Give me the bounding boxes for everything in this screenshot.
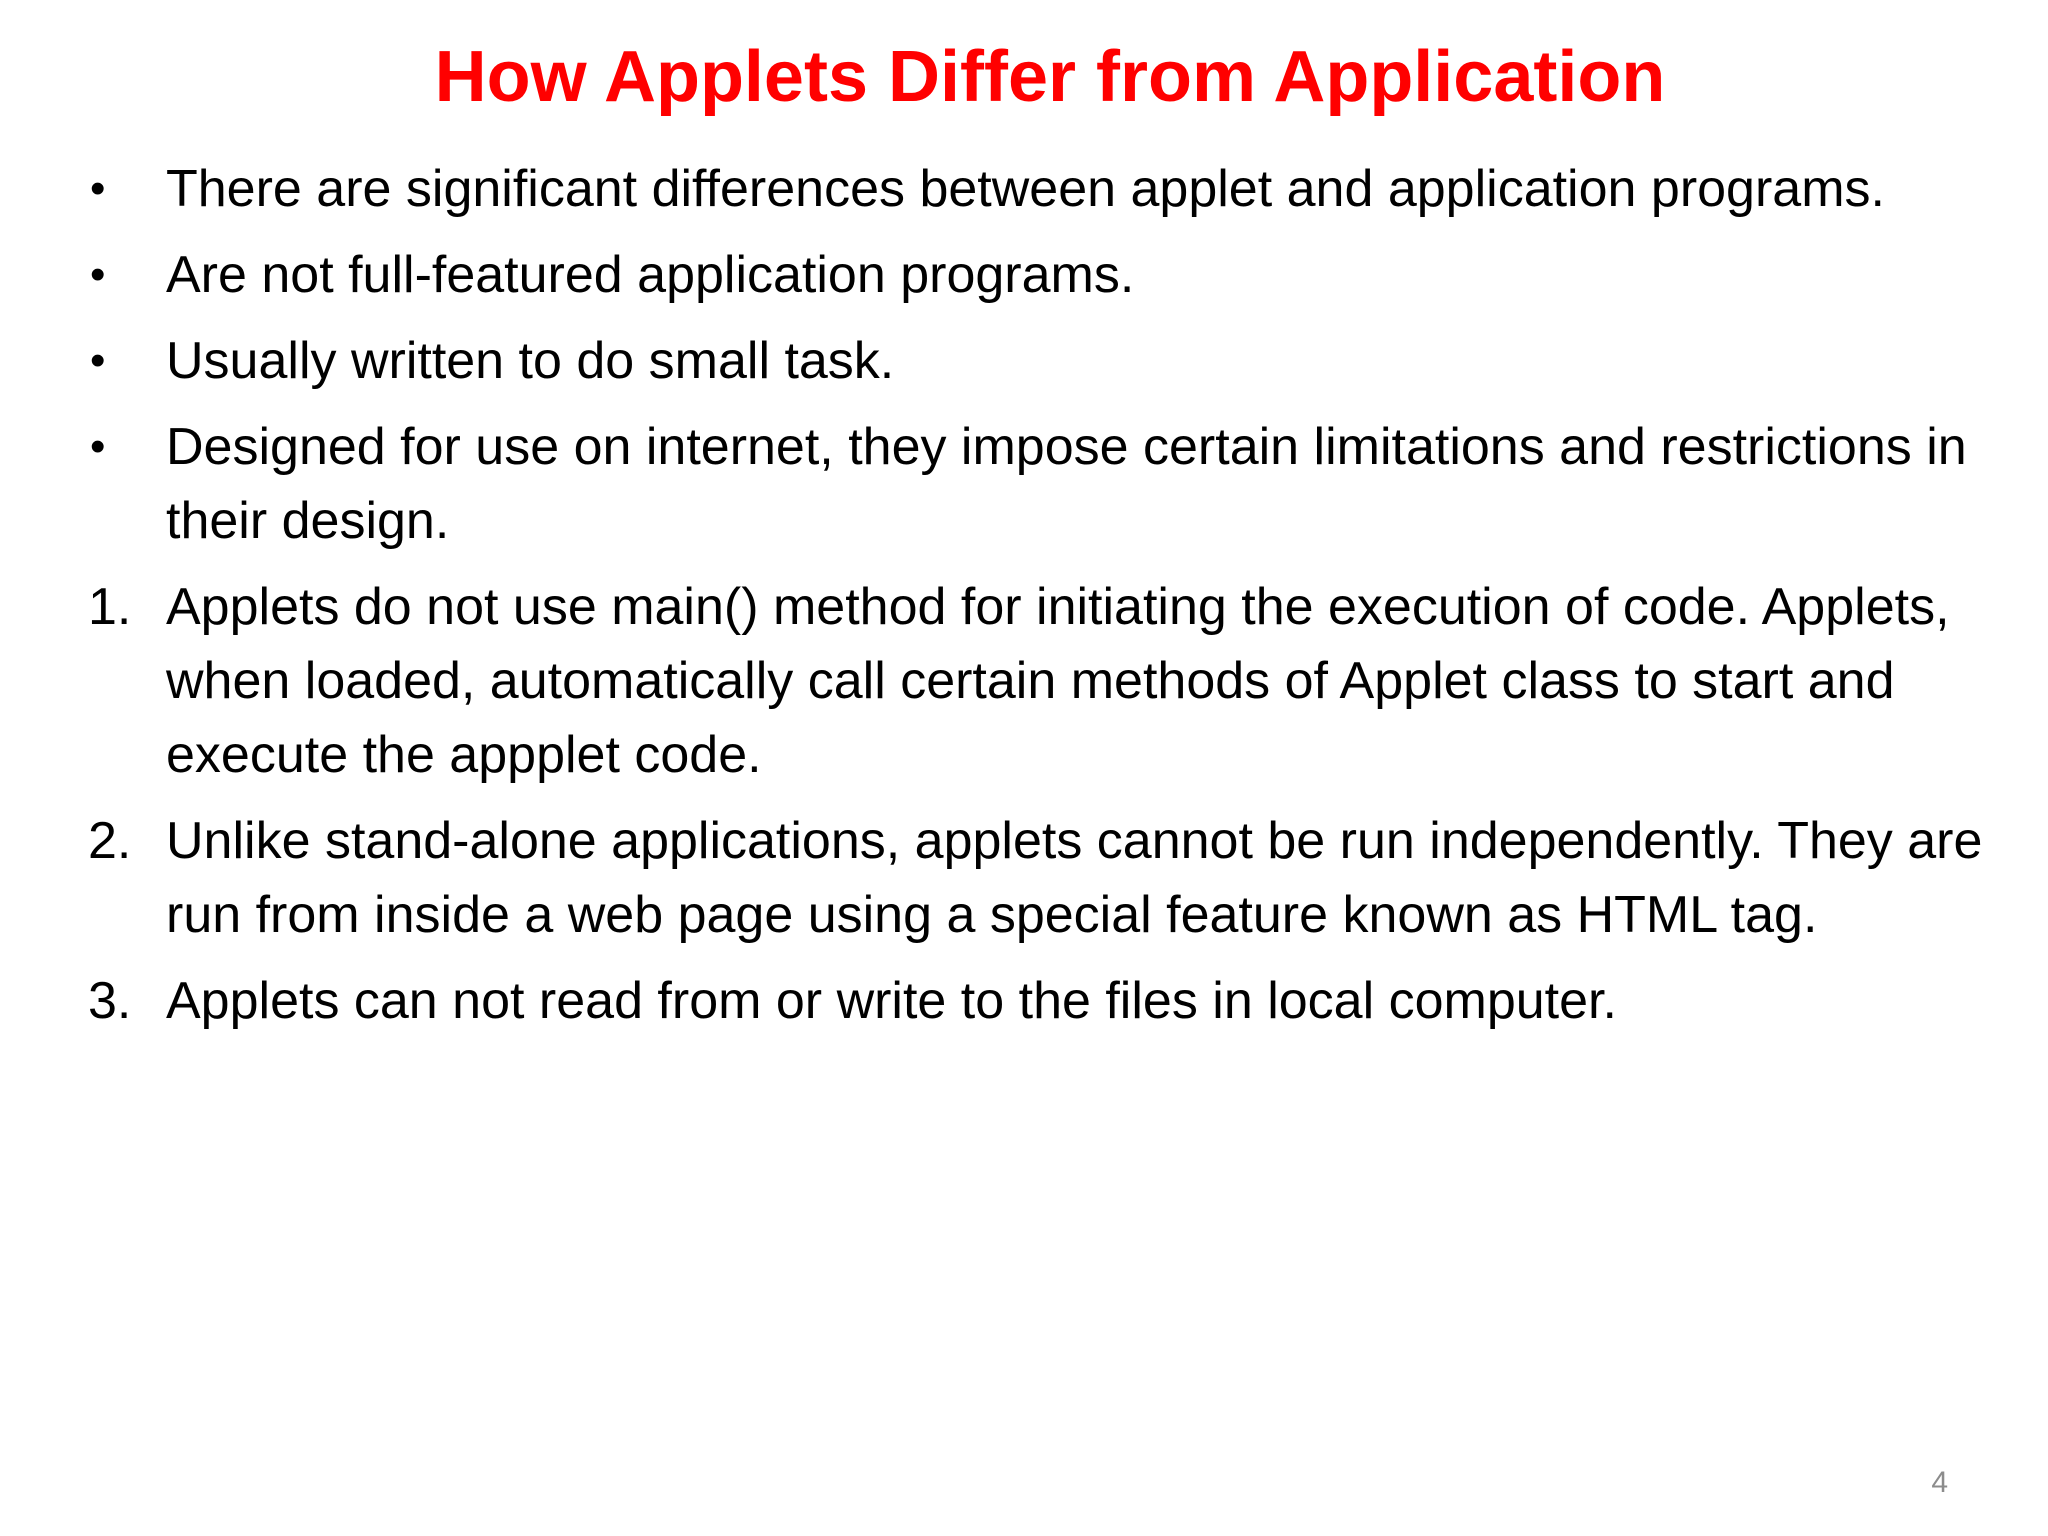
page-number: 4 [1931,1466,1948,1499]
numbered-item [88,964,2018,1038]
bullet-item [88,324,2018,398]
numbered-text: Unlike stand-alone applications, applets cannot be run independently. They are run from inside a web page using a special feature known as HTML tag. [166,812,1983,944]
numbered-item [88,804,2018,952]
bullet-text: Are not full-featured application programs. [166,246,1135,304]
numbered-text: Applets do not use main() method for initiating the execution of code. Applets, when loaded, automatically call certain methods of Applet class to start and execute the appplet code. [166,578,1950,784]
numbered-text: Applets can not read from or write to the files in local computer. [166,972,1617,1030]
bullet-text: Designed for use on internet, they impose certain limitations and restrictions in their design. [166,418,1967,550]
bullet-text: There are significant differences between applet and application programs. [166,160,1885,218]
slide-content [88,152,2018,1050]
bullet-item [88,152,2018,226]
list-number: 2. [88,812,132,870]
bullet-text: Usually written to do small task. [166,332,895,390]
bullet-icon: • [90,336,106,385]
slide-title: How Applets Differ from Application [434,37,1666,117]
bullet-icon: • [90,422,106,471]
bullet-item [88,410,2018,558]
numbered-item [88,570,2018,792]
list-number: 3. [88,972,132,1030]
bullet-icon: • [90,164,106,213]
bullet-icon: • [90,250,106,299]
bullet-item [88,238,2018,312]
list-number: 1. [88,578,132,636]
